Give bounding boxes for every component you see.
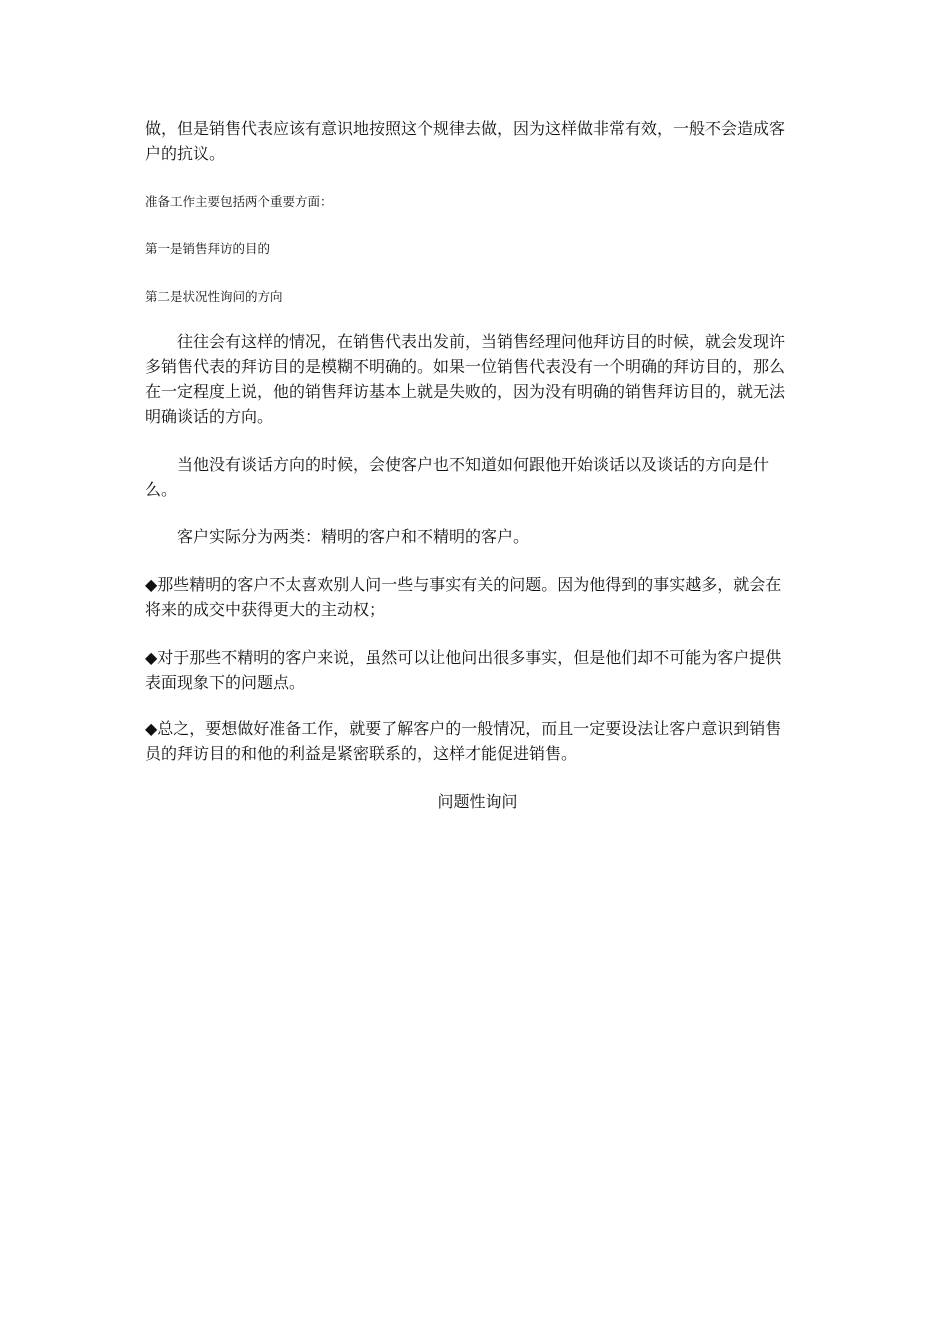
paragraph-visit-purpose	[145, 329, 810, 429]
paragraph-point-one	[145, 240, 810, 258]
paragraph-point-two	[145, 288, 810, 306]
text-line: 第一是销售拜访的目的	[145, 241, 271, 256]
bullet-summary	[145, 716, 810, 766]
paragraph-intro-continuation	[145, 116, 810, 166]
text-line: 户的抗议。	[145, 144, 226, 163]
text-line: 表面现象下的问题点。	[145, 673, 306, 692]
section-title: 问题性询问	[437, 792, 518, 811]
text-line: 准备工作主要包括两个重要方面：	[145, 194, 333, 209]
text-line: 多销售代表的拜访目的是模糊不明确的。如果一位销售代表没有一个明确的拜访目的，那么	[145, 357, 786, 376]
text-line: 将来的成交中获得更大的主动权；	[145, 600, 386, 619]
bullet-smart-customers	[145, 572, 810, 622]
text-line: 做，但是销售代表应该有意识地按照这个规律去做，因为这样做非常有效，一般不会造成客	[145, 119, 786, 138]
paragraph-no-direction	[145, 452, 810, 502]
bullet-unsophisticated-customers	[145, 645, 810, 695]
text-line: 员的拜访目的和他的利益是紧密联系的，这样才能促进销售。	[145, 744, 578, 763]
text-line: 在一定程度上说，他的销售拜访基本上就是失败的，因为没有明确的销售拜访目的，就无法	[145, 382, 786, 401]
paragraph-customer-types	[145, 524, 810, 549]
paragraph-preparation-heading	[145, 193, 810, 211]
text-line: 明确谈话的方向。	[145, 407, 274, 426]
text-line: ◆对于那些不精明的客户来说，虽然可以让他问出很多事实，但是他们却不可能为客户提供	[145, 648, 782, 667]
text-line: 第二是状况性询问的方向	[145, 289, 283, 304]
text-line: ◆那些精明的客户不太喜欢别人问一些与事实有关的问题。因为他得到的事实越多，就会在	[145, 575, 782, 594]
text-line: 客户实际分为两类：精明的客户和不精明的客户。	[145, 527, 530, 546]
text-line: 么。	[145, 480, 178, 499]
text-line: 当他没有谈话方向的时候，会使客户也不知道如何跟他开始谈话以及谈话的方向是什	[145, 455, 770, 474]
text-line: 往往会有这样的情况，在销售代表出发前，当销售经理问他拜访目的时候，就会发现许	[145, 332, 786, 351]
text-line: ◆总之，要想做好准备工作，就要了解客户的一般情况，而且一定要设法让客户意识到销售	[145, 719, 782, 738]
